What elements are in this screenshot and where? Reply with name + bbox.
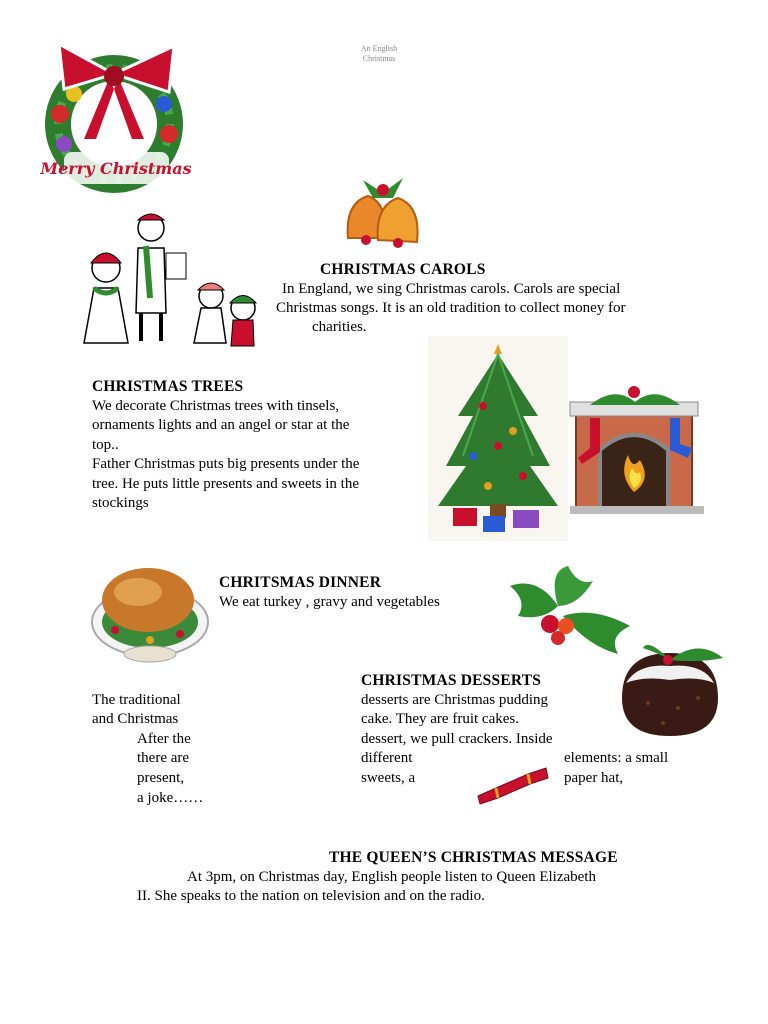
queen-line-1: At 3pm, on Christmas day, English people listen to Queen Elizabeth xyxy=(187,869,596,885)
bells-icon xyxy=(333,168,423,252)
trees-line-4: Father Christmas puts big presents under the xyxy=(92,456,360,472)
carols-line-3: charities. xyxy=(312,319,367,335)
desserts-left-5: present, xyxy=(137,770,185,786)
trees-line-6: stockings xyxy=(92,495,149,511)
trees-line-2: ornaments lights and an angel or star at the xyxy=(92,417,350,433)
carols-line-1: In England, we sing Christmas carols. Carols are special xyxy=(282,281,621,297)
title-line-1: An English xyxy=(360,44,398,53)
document-title xyxy=(330,44,428,64)
fireplace-image xyxy=(570,380,704,515)
carols-line-2: Christmas songs. It is an old tradition to collect money for xyxy=(276,300,626,316)
trees-line-3: top.. xyxy=(92,437,119,453)
desserts-mid-2: cake. They are fruit cakes. xyxy=(361,711,519,727)
trees-line-1: We decorate Christmas trees with tinsels, xyxy=(92,398,340,414)
christmas-pudding-image xyxy=(618,638,728,738)
desserts-right-1: elements: a small xyxy=(564,750,669,766)
desserts-left-4: there are xyxy=(137,750,190,766)
holly-icon xyxy=(508,566,634,658)
christmas-cracker-icon xyxy=(474,764,550,806)
desserts-left-2: and Christmas xyxy=(92,711,179,727)
desserts-mid-5: sweets, a xyxy=(361,770,416,786)
queen-line-2: II. She speaks to the nation on television and on the radio. xyxy=(137,888,485,904)
christmas-tree-image xyxy=(428,336,568,541)
roast-turkey-image xyxy=(90,552,212,670)
queen-heading: THE QUEEN’S CHRISTMAS MESSAGE xyxy=(329,849,618,866)
carols-heading: CHRISTMAS CAROLS xyxy=(320,261,486,278)
desserts-left-1: The traditional xyxy=(92,692,181,708)
trees-heading: CHRISTMAS TREES xyxy=(92,378,244,395)
desserts-right-2: paper hat, xyxy=(564,770,624,786)
dinner-heading: CHRITSMAS DINNER xyxy=(219,574,382,591)
desserts-left-6: a joke…… xyxy=(137,790,204,806)
desserts-mid-3: dessert, we pull crackers. Inside xyxy=(361,731,553,747)
carol-singers-image xyxy=(76,208,266,350)
dinner-line: We eat turkey , gravy and vegetables xyxy=(219,594,440,610)
desserts-mid-4: different xyxy=(361,750,413,766)
desserts-heading: CHRISTMAS DESSERTS xyxy=(361,672,542,689)
trees-line-5: tree. He puts little presents and sweets in the xyxy=(92,476,360,492)
desserts-mid-1: desserts are Christmas pudding xyxy=(361,692,549,708)
wreath-caption: Merry Christmas xyxy=(40,159,192,178)
christmas-wreath-image xyxy=(34,34,199,189)
title-line-2: Christmas xyxy=(362,54,396,63)
desserts-left-3: After the xyxy=(137,731,191,747)
